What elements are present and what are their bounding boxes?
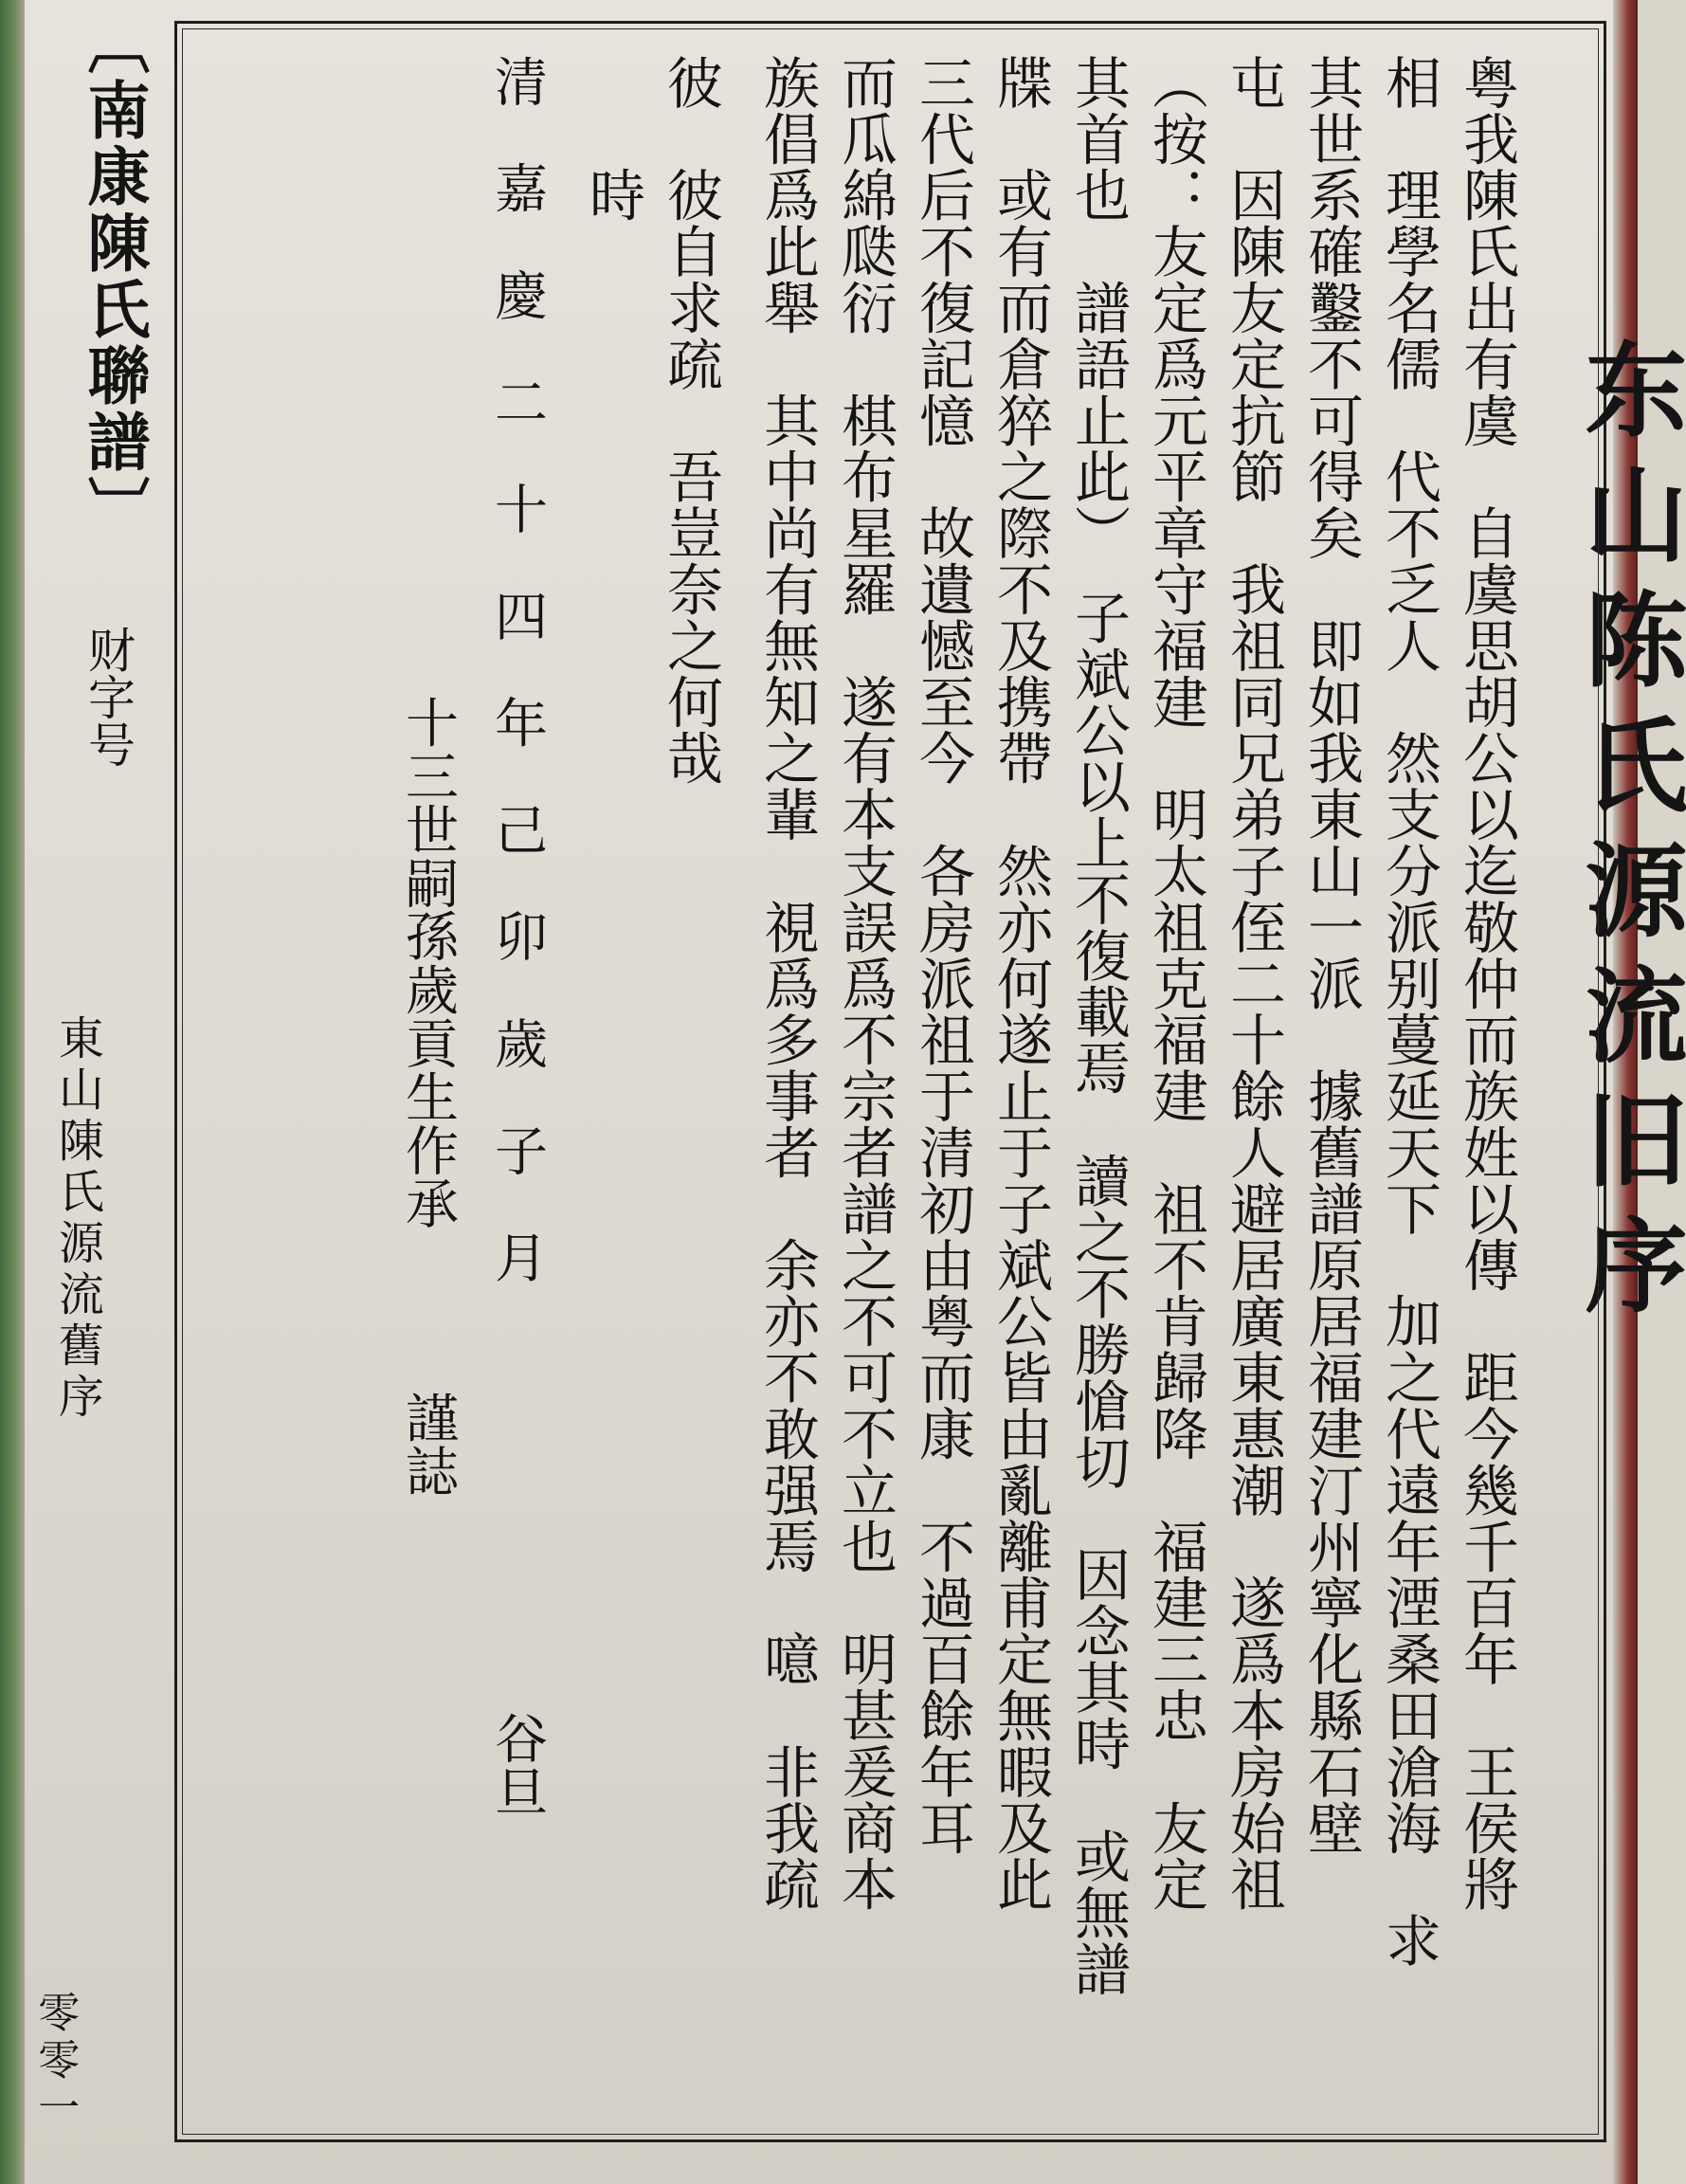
green-book-edge [0,0,25,2184]
text-column: 而瓜綿瓞衍 棋布星羅 遂有本支誤爲不宗者譜之不可不立也 明甚爰商本 [832,54,897,1913]
text-column: （按：友定爲元平章守福建 明太祖克福建 祖不肯歸降 福建三忠 友定 [1143,54,1208,1913]
text-column: 族倡爲此舉 其中尚有無知之輩 視爲多事者 余亦不敢强焉 噫 非我疏 [754,54,820,1913]
date-column: 清 嘉 慶 二 十 四 年 己 卯 歲 子 月 谷旦 [486,54,548,1819]
text-column: 其首也 譜語止此） 子斌公以上不復載焉 讀之不勝愴切 因念其時 或無譜 [1065,54,1131,1997]
volume-mark: 财字号 [81,626,136,768]
book-title: 〔南康陳氏聯譜〕 [77,11,150,542]
text-column: 時 [580,54,645,224]
text-column: 粤我陳氏出有虞 自虞思胡公以迄敬仲而族姓以傳 距今幾千百年 王侯將 [1454,54,1519,1913]
page-number: 零零一 [30,1991,80,2133]
book-page [25,0,1686,2184]
text-column: 彼 彼自求疏 吾豈奈之何哉 [658,54,723,787]
signature-column: 十三世嗣孫歲貢生作承 謹誌 [397,54,459,1498]
text-column: 屯 因陳友定抗節 我祖同兄弟子侄二十餘人避居廣東惠潮 遂爲本房始祖 [1221,54,1286,1913]
text-column: 其世系確鑿不可得矣 即如我東山一派 據舊譜原居福建汀州寧化縣石壁 [1298,54,1364,1856]
text-column: 相 理學名儒 代不乏人 然支分派别蔓延天下 加之代遠年湮桑田滄海 求 [1376,54,1441,1969]
section-name: 東山陳氏源流舊序 [50,1014,104,1424]
text-column: 牒 或有而倉猝之際不及携帶 然亦何遂止于子斌公皆由亂離甫定無暇及此 [988,54,1053,1913]
document-title: 东山陈氏源流旧序 [1568,337,1686,1338]
text-frame [174,21,1686,2142]
text-column: 三代后不復記憶 故遺憾至今 各房派祖于清初由粤而康 不過百餘年耳 [910,54,975,1856]
